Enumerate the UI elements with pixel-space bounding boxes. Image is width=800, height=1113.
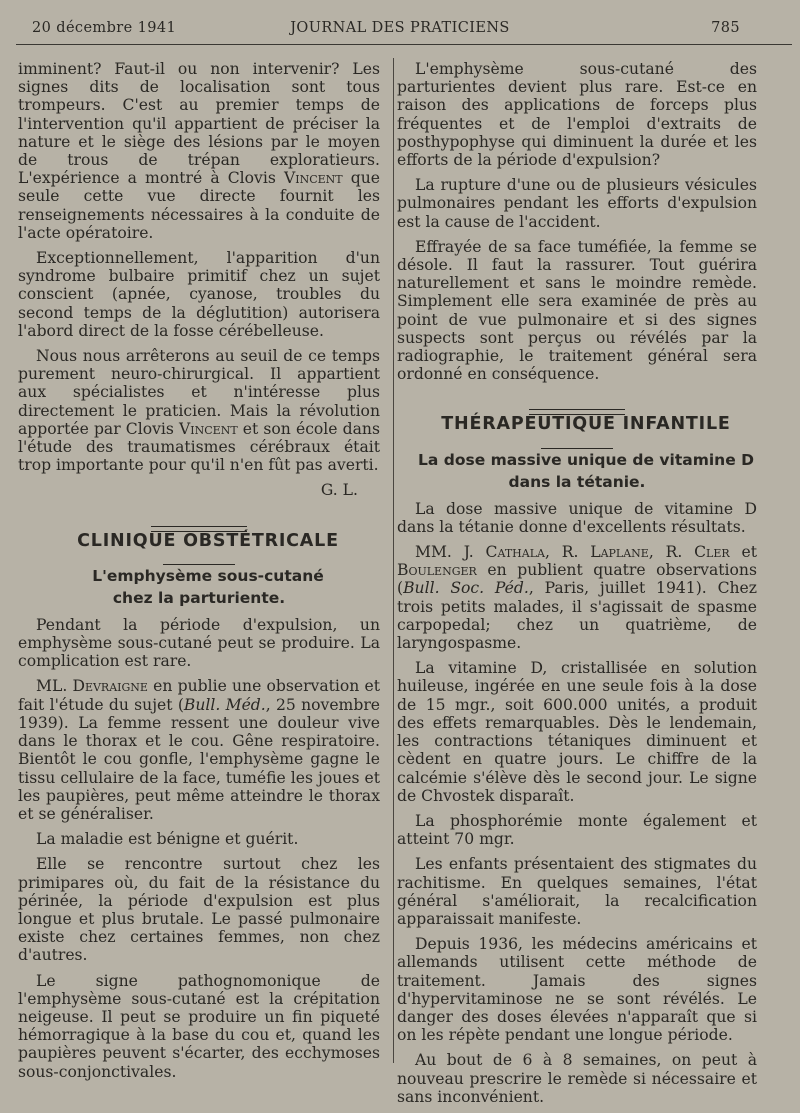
- paragraph: Les enfants présentaient des stigmates du rachitisme. En quelques semaines, l'état général s'améliorait, la recalcification apparaissait manifeste.: [397, 855, 757, 928]
- paragraph: La phosphorémie monte également et atteint 70 mgr.: [397, 811, 757, 849]
- paragraph: Exceptionnellement, l'apparition d'un syndrome bulbaire primitif chez un sujet conscient (apnée, cyanose, troubles du second temps de la déglutition) autorisera l'abord direct de la fosse cérébelleuse.: [18, 249, 380, 340]
- journal-reference: Bull. Soc. Péd.: [403, 579, 529, 598]
- running-header: [0, 18, 800, 42]
- paragraph: La dose massive unique de vitamine D dans la tétanie donne d'excellents résultats.: [397, 499, 757, 536]
- journal-title: JOURNAL DES PRATICIENS: [290, 20, 510, 36]
- author-name: Vincent: [179, 419, 238, 438]
- paragraph: La vitamine D, cristallisée en solution huileuse, ingérée en une seule fois à la dose de 15 mgr., soit 600.000 unités, a produit des effets remarquables. Dès le lendemain, les contractions tétaniques diminuent et cèdent en quatre jours. Le chiffre de la calcémie s'élève dès le second jour. Le signe de Chvostek disparaît.: [397, 659, 757, 805]
- paragraph: Elle se rencontre surtout chez les primipares où, du fait de la résistance du périnée, la période d'expulsion est plus longue et plus brutale. Le passé pulmonaire existe chez certaines femmes, non chez d'autres.: [18, 855, 380, 965]
- paragraph: Au bout de 6 à 8 semaines, on peut à nouveau prescrire le remède si nécessaire et sans inconvénient.: [397, 1051, 757, 1106]
- issue-date: 20 décembre 1941: [32, 20, 177, 36]
- section-title: CLINIQUE OBSTÉTRICALE: [77, 530, 339, 551]
- paragraph: La maladie est bénigne et guérit.: [36, 830, 299, 849]
- paragraph: MM. J. Cathala, R. Laplane, R. Cler et Boulenger en publient quatre observations (Bull. Soc. Péd., Paris, juillet 1941). Chez trois petits malades, il s'agissait de spasme carpopedal; chez un quatrième, de laryngospasme.: [397, 543, 757, 653]
- article-title: La dose massive unique de vitamine D dans la tétanie.: [418, 450, 754, 491]
- paragraph: Nous nous arrêterons au seuil de ce temps purement neuro-chirurgical. Il appartient aux spécialistes et n'intéresse plus directement le praticien. Mais la révolution apportée par Clovis Vincent et son école dans l'étude des traumatismes cérébraux était trop importante pour qu'il n'en fût pas averti.: [18, 347, 380, 475]
- column-divider: [393, 58, 394, 1063]
- right-column: [397, 60, 757, 1113]
- journal-reference: Bull. Méd.: [183, 695, 266, 714]
- paragraph: Pendant la période d'expulsion, un emphysème sous-cutané peut se produire. La complication est rare.: [18, 615, 380, 671]
- paragraph: ML. Devraigne en publie une observation et fait l'étude du sujet (Bull. Méd., 25 novembre 1939). La femme ressent une douleur vive dans le thorax et le cou. Gêne respiratoire. Bientôt le cou gonfle, l'emphysème gagne le tissu cellulaire de la face, tuméfie les joues et les paupières, peut même atteindre le thorax et se généraliser.: [18, 677, 381, 823]
- author-signature: G. L.: [320, 481, 358, 500]
- author-names: Cathala, R. Laplane, R. Cler: [485, 543, 730, 562]
- page-number: 785: [711, 20, 740, 36]
- paragraph: Effrayée de sa face tuméfiée, la femme se désole. Il faut la rassurer. Tout guérira naturellement et sans le moindre remède. Simplement elle sera examinée de près au point de vue pulmonaire et si des signes suspects sont perçus ou révélés par la radiographie, le traitement général sera ordonné en conséquence.: [397, 237, 757, 384]
- paragraph: imminent? Faut-il ou non intervenir? Les signes dits de localisation sont tous trompeurs. C'est au premier temps de l'intervention qu'il appartient de préciser la nature et le siège des lésions par le moyen de trous de trépan exploratieurs. L'expérience a montré à Clovis Vincent que seule cette vue directe fournit les renseignements nécessaires à la conduite de l'acte opératoire.: [18, 60, 380, 242]
- left-column: [18, 60, 380, 1088]
- header-rule: [16, 44, 792, 45]
- paragraph: La rupture d'une ou de plusieurs vésicules pulmonaires pendant les efforts d'expulsion est la cause de l'accident.: [397, 176, 757, 231]
- section-title: THÉRAPEUTIQUE INFANTILE: [441, 414, 731, 435]
- paragraph: L'emphysème sous-cutané des parturientes devient plus rare. Est-ce en raison des applications de forceps plus fréquentes et de l'emploi d'extraits de posthypophyse qui diminuent la durée et les efforts de la période d'expulsion?: [397, 60, 757, 170]
- author-name: L. Devraigne: [51, 677, 148, 696]
- paragraph: Le signe pathognomonique de l'emphysème sous-cutané est la crépitation neigeuse. Il peut se produire un fin piqueté hémorragique à la base du cou et, quand les paupières peuvent s'écarter, des ecchymoses sous-conjonctivales.: [18, 971, 380, 1081]
- paragraph: Depuis 1936, les médecins américains et allemands utilisent cette méthode de traitement. Jamais des signes d'hypervitaminose ne se sont révélés. Le danger des doses élevées n'apparaît que si on les répète pendant une longue période.: [397, 935, 757, 1045]
- author-name: Vincent: [283, 169, 343, 188]
- author-name: Boulenger: [397, 561, 477, 580]
- article-title: L'emphysème sous-cutané chez la parturiente.: [92, 566, 324, 607]
